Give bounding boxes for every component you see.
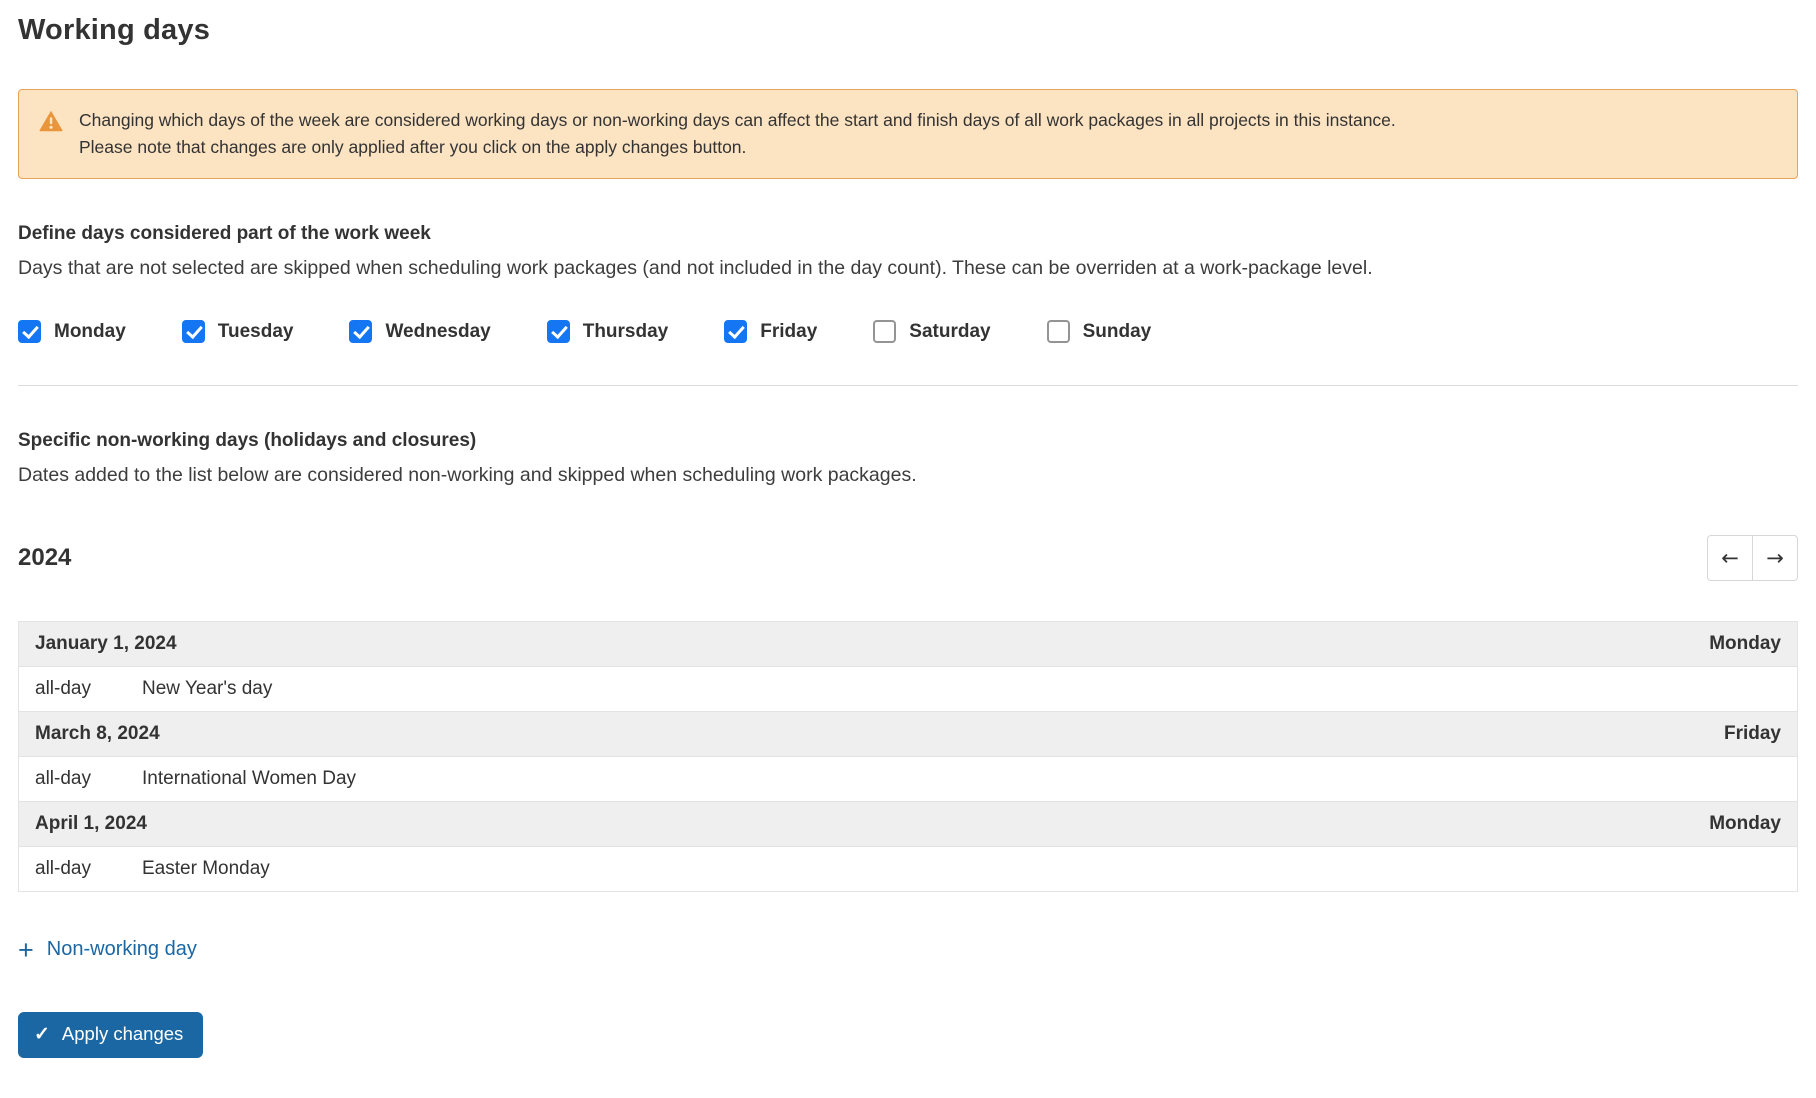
year-pager [1707,535,1798,581]
non-working-heading: Specific non-working days (holidays and closures) [18,430,477,451]
add-non-working-day-label: Non-working day [46,938,197,960]
warning-triangle-icon [39,110,63,132]
next-year-button[interactable] [1752,535,1798,581]
previous-year-button[interactable] [1707,535,1753,581]
weekday-friday[interactable] [724,320,817,343]
holiday-name: Easter Monday [142,858,270,879]
year-label: 2024 [18,544,72,571]
table-row-holiday [19,757,1797,802]
year-row [18,535,1798,581]
plus-icon: + [18,934,34,965]
warning-banner [18,89,1798,179]
wednesday-label: Wednesday [385,320,491,342]
apply-changes-button[interactable] [18,1012,203,1058]
holiday-weekday: Monday [1709,813,1781,834]
weekday-checkbox-row [18,320,1798,343]
wednesday-checkbox[interactable] [349,320,372,343]
holiday-time: all-day [35,858,91,879]
weekday-saturday[interactable] [873,320,990,343]
table-row-holiday [19,667,1797,712]
add-non-working-day-link[interactable] [18,934,197,965]
sunday-label: Sunday [1082,320,1152,342]
apply-changes-label: Apply changes [61,1023,184,1044]
saturday-checkbox[interactable] [873,320,896,343]
friday-label: Friday [760,320,818,342]
weekday-thursday[interactable] [547,320,669,343]
table-row-date-header [19,802,1797,847]
weekday-wednesday[interactable] [349,320,490,343]
work-week-description: Days that are not selected are skipped when scheduling work packages (and not included in the day count). These can be overriden at a work-package level. [18,257,1373,279]
monday-label: Monday [54,320,126,342]
non-working-description: Dates added to the list below are considered non-working and skipped when scheduling work packages. [18,464,917,486]
tuesday-checkbox[interactable] [182,320,205,343]
tuesday-label: Tuesday [217,320,294,342]
arrow-right-icon: → [1766,546,1784,570]
warning-line-2: Please note that changes are only applied after you click on the apply changes button. [79,137,747,157]
holiday-name: New Year's day [142,678,273,699]
weekday-monday[interactable] [18,320,126,343]
weekday-sunday[interactable] [1047,320,1152,343]
holiday-time: all-day [35,768,91,789]
thursday-checkbox[interactable] [547,320,570,343]
check-icon: ✓ [34,1023,50,1045]
arrow-left-icon: ← [1721,546,1739,570]
friday-checkbox[interactable] [724,320,747,343]
table-row-holiday [19,847,1797,891]
weekday-tuesday[interactable] [182,320,294,343]
section-divider [18,385,1798,386]
saturday-label: Saturday [909,320,991,342]
holiday-date: April 1, 2024 [35,813,147,834]
holiday-time: all-day [35,678,91,699]
warning-line-1: Changing which days of the week are considered working days or non-working days can affect the start and finish days of all work packages in all projects in this instance. [79,110,1396,130]
holiday-date: March 8, 2024 [35,723,160,744]
holiday-weekday: Monday [1709,633,1781,654]
table-row-date-header [19,712,1797,757]
holiday-name: International Women Day [142,768,357,789]
work-week-heading: Define days considered part of the work week [18,223,431,244]
holiday-weekday: Friday [1723,723,1781,744]
non-working-days-table [18,621,1798,892]
warning-message [79,107,1396,161]
thursday-label: Thursday [582,320,669,342]
table-row-date-header [19,622,1797,667]
sunday-checkbox[interactable] [1047,320,1070,343]
monday-checkbox[interactable] [18,320,41,343]
page-title: Working days [18,14,211,46]
holiday-date: January 1, 2024 [35,633,177,654]
